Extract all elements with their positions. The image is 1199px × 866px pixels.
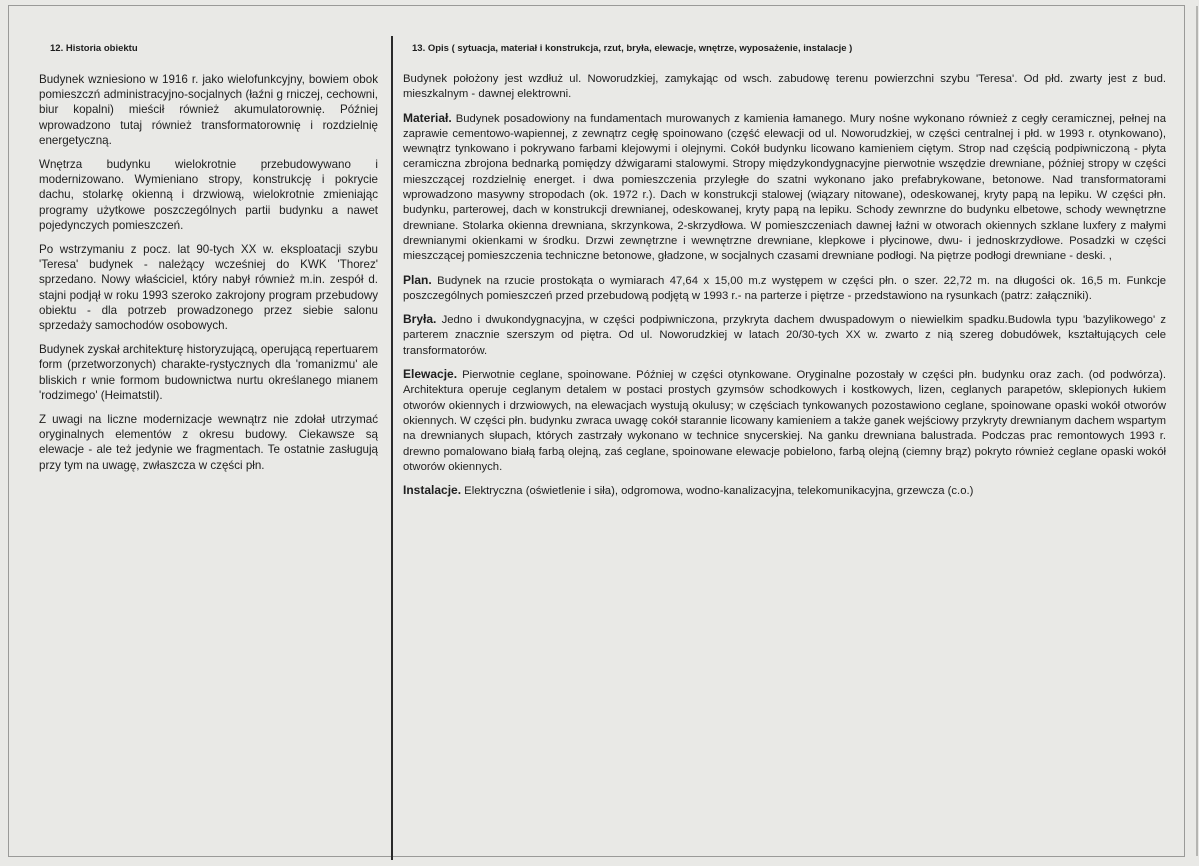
section-elewacje: [403, 367, 1166, 475]
description-column: [403, 43, 1166, 507]
history-paragraph: Wnętrza budynku wielokrotnie przebudowywano i modernizowano. Wymieniano stropy, konstrukcję i pokrycie dachu, stolarkę okienną i drzwiową, wielokrotnie zmieniając programy użytkowe poszczególnych partii budynku a nawet pojedynczych pomieszczeń.: [39, 158, 378, 232]
history-paragraph: Budynek zyskał architekturę historyzującą, operującą repertuarem form (przetworzonych) charakte-rystycznych dla 'romanizmu' ale bliskich r wnie formom budownictwa nurtu określanego mianem 'rodzimego' (Heimatstil).: [39, 343, 378, 402]
section-text: Pierwotnie ceglane, spoinowane. Później w części otynkowane. Oryginalne pozostały w części płn. budynku oraz zach. (od podwórza). Architektura operuje ceglanym detalem w postaci prostych gzymsów schodkowych i kostkowych, lizen, ceglanych parapetów, sklepionych łukiem otworów okiennych i drzwiowych, na elewacjach wystują okulusy; w częściach tynkowanych pozostawiono ceglane, spoinowane opaski wokół otworów okiennych. W części płn. budynku zwraca uwagę cokół starannie licowany kamieniem a także ganek wejściowy przykryty drewnianym dachem wspartym na drewnianych słupach, których zastrzały wykonano w technice snycerskiej. Na ganku drewniana balustrada. Podczas prac remontowych 1993 r. drewno pomalowano białą farbą olejną, zaś ceglane, spoinowane elewacje pobielono, farbą olejną (ciemny brąz) pokryto również ceglane opaski wokół otworów okiennych.: [403, 369, 1166, 473]
section-text: Elektryczna (oświetlenie i siła), odgromowa, wodno-kanalizacyjna, telekomunikacyjna, grzewcza (c.o.): [461, 485, 974, 498]
description-heading: 13. Opis ( sytuacja, materiał i konstrukcja, rzut, bryła, elewacje, wnętrze, wyposażenie, instalacje ): [412, 43, 853, 54]
section-bryla: [403, 312, 1166, 359]
section-plan: [403, 273, 1166, 305]
section-text: Budynek na rzucie prostokąta o wymiarach 47,64 x 15,00 m.z występem w części płn. o szer. 22,72 m. na długości ok. 16,5 m. Funkcje poszczególnych pomieszczeń przed przebudową podjętą w 1993 r.- na parterze i piętrze - przedstawiono na rysunkach (patrz: załączniki).: [403, 274, 1166, 302]
section-label: Instalacje.: [403, 483, 462, 498]
section-label: Elewacje.: [403, 367, 458, 382]
section-text: Jedno i dwukondygnacyjna, w części podpiwniczona, przykryta dachem dwuspadowym o niewielkim spadku.Budowla typu 'bazylikowego' z parterem znacznie szerszym od piętra. Od ul. Noworudzkiej w latach 20/30-tych XX w. zwarto z nią szereg dobudówek, kształtujących cele transformatorów.: [403, 314, 1166, 357]
section-text: Budynek posadowiony na fundamentach murowanych z kamienia łamanego. Mury nośne wykonano również z cegły ceramicznej, pełnej na zaprawie cementowo-wapiennej, z zewnątrz cegłę spoinowano (część elewacji od ul. Noworudzkiej, w części centralnej i płd. w 1993 r. otynkowano), wewnątrz tynkowano i pokrywano farbami klejowymi i olejnymi. Cokół budynku licowano kamieniem ciętym. Strop nad częścią podpiwniczoną - płyta ceramiczna zbrojona bednarką pomiędzy dźwigarami stalowymi. Stropy międzykondygnacyjne pierwotnie wszędzie drewniane, później stropy w części mieszczącej rozdzielnię energet. i dwa pomieszczenia przyległe do szatni wykonano jako prefabrykowane, betonowe. Nad transformatorami wprowadzono masywny stropodach (ok. 1972 r.). Dach w konstrukcji stalowej (wiązary nitowane), odeskowanej, kryty papą na lepiku. W części płn. budynku, parterowej, dach w konstrukcji drewnianej, odeskowanej, kryty papą na lepiku. Schody zewnrzne do budynku elbetowe, schody wewnętrzne drewniane. Stolarka okienna drewniana, skrzynkowa, 2-skrzydłowa. W pomieszczeniach dawnej łaźni w otworach okiennych szklane luxfery z małymi drewnianymi okienkami w środku. Drzwi zewnętrzne i wewnętrzne drewniane, klepkowe i płycinowe, dwu- i jednoskrzydłowe. Posadzki w części mieszczącej pomieszczenia techniczne betonowe, gładzone, w socjalnych czasami drewniane podłogi. Na piętrze podłogi drewniane - deski. ,: [403, 112, 1166, 263]
section-label: Bryła.: [403, 312, 437, 327]
page-edge: [1196, 6, 1198, 856]
section-material: [403, 111, 1166, 265]
section-instalacje: [403, 483, 1166, 499]
section-label: Materiał.: [403, 110, 452, 125]
description-intro: Budynek położony jest wzdłuż ul. Noworudzkiej, zamykając od wsch. zabudowę terenu powierzchni szybu 'Teresa'. Od płd. zwarty jest z bud. mieszkalnym - dawnej elektrowni.: [403, 73, 1166, 101]
section-label: Plan.: [403, 272, 432, 287]
history-paragraph: Z uwagi na liczne modernizacje wewnątrz nie zdołał utrzymać oryginalnych elementów z okresu budowy. Ciekawsze są elewacje - ale też jedynie we fragmentach. Te ostatnie zasługują przy tym na uwagę, zwłaszcza w części płn.: [39, 413, 378, 472]
history-paragraph: Budynek wzniesiono w 1916 r. jako wielofunkcyjny, bowiem obok pomieszczń administracyjno-socjalnych (łaźni g rniczej, cechowni, biur kopalni) mieścił również akumulatorownię. Później wprowadzono tutaj również transformatorownię i rozdzielnię energetyczną.: [39, 73, 378, 147]
history-paragraph: Po wstrzymaniu z pocz. lat 90-tych XX w. eksploatacji szybu 'Teresa' budynek - należący wcześniej do KWK 'Thorez' sprzedano. Nowy właściciel, który nabył również m.in. zespół d. stajni podjął w roku 1993 szeroko zakrojony program przebudowy obiektu - dla potrzeb prowadzonego przez siebie salonu sprzedaży samochodów osobowych.: [39, 243, 378, 333]
history-column: [39, 43, 378, 482]
history-heading: 12. Historia obiektu: [50, 43, 138, 54]
column-divider: [391, 36, 393, 860]
